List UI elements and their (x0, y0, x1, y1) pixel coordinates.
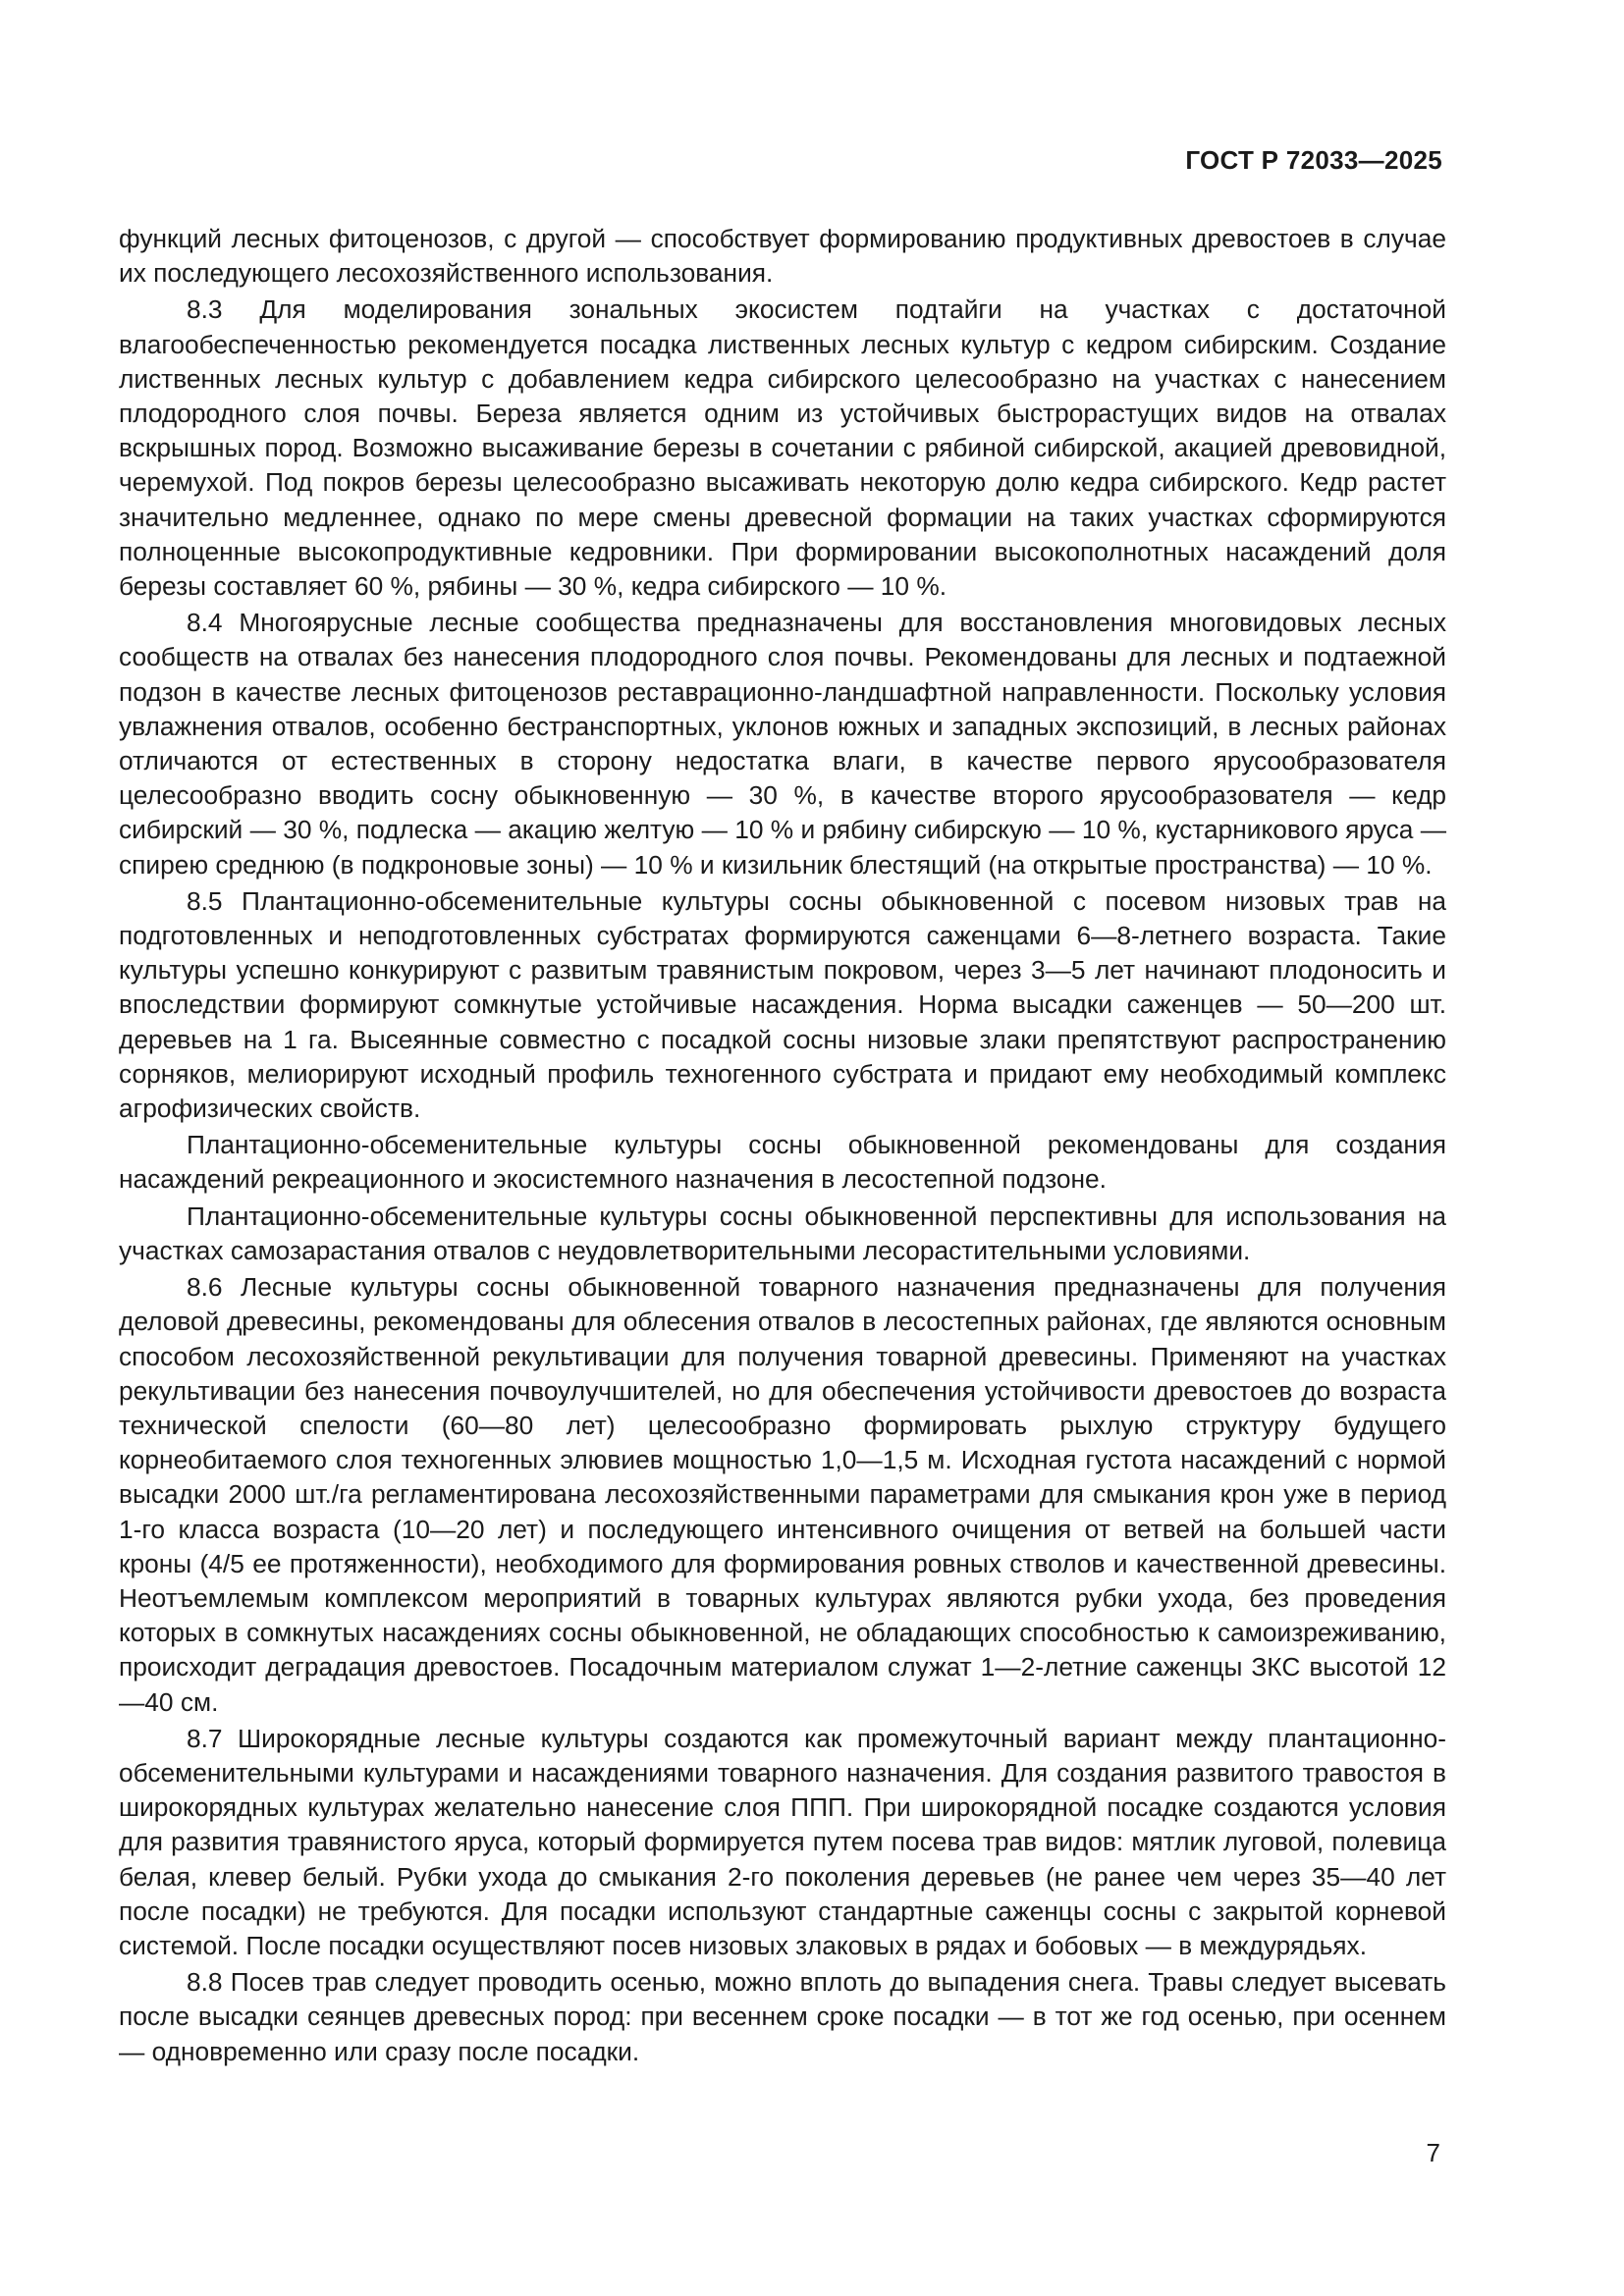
paragraph-8-6: 8.6 Лесные культуры сосны обыкновенной товарного назначения предназначены для получения деловой древесины, рекомендованы для облесения отвалов в лесостепных районах, где являются основным способом лесохозяйственной рекультивации для получения товарной древесины. Применяют на участках рекультивации без нанесения почвоулучшителей, но для обеспечения устойчивости древостоев до возраста технической спелости (60—80 лет) целесообразно формировать рыхлую структуру будущего корнеобитаемого слоя техногенных элювиев мощностью 1,0—1,5 м. Исходная густота насаждений с нормой высадки 2000 шт./га регламентирована лесохозяйственными параметрами для смыкания крон уже в период 1-го класса возраста (10—20 лет) и последующего интенсивного очищения от ветвей на большей части кроны (4/5 ее протяженности), необходимого для формирования ровных стволов и качественной древесины. Неотъемлемым комплексом мероприятий в товарных культурах являются рубки ухода, без проведения которых в сомкнутых насаждениях сосны обыкновенной, не обладающих способностью к самоизреживанию, происходит деградация древостоев. Посадочным материалом служат 1—2-летние саженцы ЗКС высотой 12—40 см. (119, 1272, 1446, 1717)
document-code-header: ГОСТ Р 72033—2025 (1185, 145, 1442, 175)
paragraph-continuation: функций лесных фитоценозов, с другой — способствует формированию продуктивных древостоев в случае их последующего лесохозяйственного использования. (119, 224, 1446, 289)
document-body (119, 222, 1446, 2071)
paragraph-8-4: 8.4 Многоярусные лесные сообщества предназначены для восстановления многовидовых лесных сообществ на отвалах без нанесения плодородного слоя почвы. Рекомендованы для лесных и подтаежной подзон в качестве лесных фитоценозов реставрационно-ландшафтной направленности. Поскольку условия увлажнения отвалов, особенно бестранспортных, уклонов южных и западных экспозиций, в лесных районах отличаются от естественных в сторону недостатка влаги, в качестве первого ярусообразователя целесообразно вводить сосну обыкновенную — 30 %, в качестве второго ярусообразователя — кедр сибирский — 30 %, подлеска — акацию желтую — 10 % и рябину сибирскую — 10 %, кустарникового яруса — спирею среднюю (в подкроновые зоны) — 10 % и кизильник блестящий (на открытые пространства) — 10 %. (119, 608, 1446, 880)
paragraph-8-5: 8.5 Плантационно-обсеменительные культуры сосны обыкновенной с посевом низовых трав на подготовленных и неподготовленных субстратах формируются саженцами 6—8-летнего возраста. Такие культуры успешно конкурируют с развитым травянистым покровом, через 3—5 лет начинают плодоносить и впоследствии формируют сомкнутые устойчивые насаждения. Норма высадки саженцев — 50—200 шт. деревьев на 1 га. Высеянные совместно с посадкой сосны низовые злаки препятствуют распространению сорняков, мелиорируют исходный профиль техногенного субстрата и придают ему необходимый комплекс агрофизических свойств. (119, 885, 1446, 1124)
paragraph-8-7: 8.7 Широкорядные лесные культуры создаются как промежуточный вариант между плантационно-обсеменительными культурами и насаждениями товарного назначения. Для создания развитого травостоя в широкорядных культурах желательно нанесение слоя ППП. При широкорядной посадке создаются условия для развития травянистого яруса, который формируется путем посева трав видов: мятлик луговой, полевица белая, клевер белый. Рубки ухода до смыкания 2-го поколения деревьев (не ранее чем через 35—40 лет после посадки) не требуются. Для посадки используют стандартные саженцы сосны с закрытой корневой системой. После посадки осуществляют посев низовых злаковых в рядах и бобовых — в междурядьях. (119, 1723, 1446, 1960)
paragraph-8-5-self-overgrowth: Плантационно-обсеменительные культуры сосны обыкновенной перспективны для использования на участках самозарастания отвалов с неудовлетворительными лесорастительными условиями. (119, 1201, 1446, 1265)
paragraph-8-5-recreational: Плантационно-обсеменительные культуры сосны обыкновенной рекомендованы для создания насаждений рекреационного и экосистемного назначения в лесостепной подзоне. (119, 1130, 1446, 1195)
paragraph-8-3: 8.3 Для моделирования зональных экосистем подтайги на участках с достаточной влагообеспеченностью рекомендуется посадка лиственных лесных культур с кедром сибирским. Создание лиственных лесных культур с добавлением кедра сибирского целесообразно на участках с нанесением плодородного слоя почвы. Береза является одним из устойчивых быстрорастущих видов на отвалах вскрышных пород. Возможно высаживание березы в сочетании с рябиной сибирской, акацией древовидной, черемухой. Под покров березы целесообразно высаживать некоторую долю кедра сибирского. Кедр растет значительно медленнее, однако по мере смены древесной формации на таких участках сформируются полноценные высокопродуктивные кедровники. При формировании высокополнотных насаждений доля березы составляет 60 %, рябины — 30 %, кедра сибирского — 10 %. (119, 294, 1446, 602)
paragraph-8-8: 8.8 Посев трав следует проводить осенью, можно вплоть до выпадения снега. Травы следует высевать после высадки сеянцев древесных пород: при весеннем сроке посадки — в тот же год осенью, при осеннем — одновременно или сразу после посадки. (119, 1967, 1446, 2066)
page-number: 7 (1426, 2138, 1440, 2167)
